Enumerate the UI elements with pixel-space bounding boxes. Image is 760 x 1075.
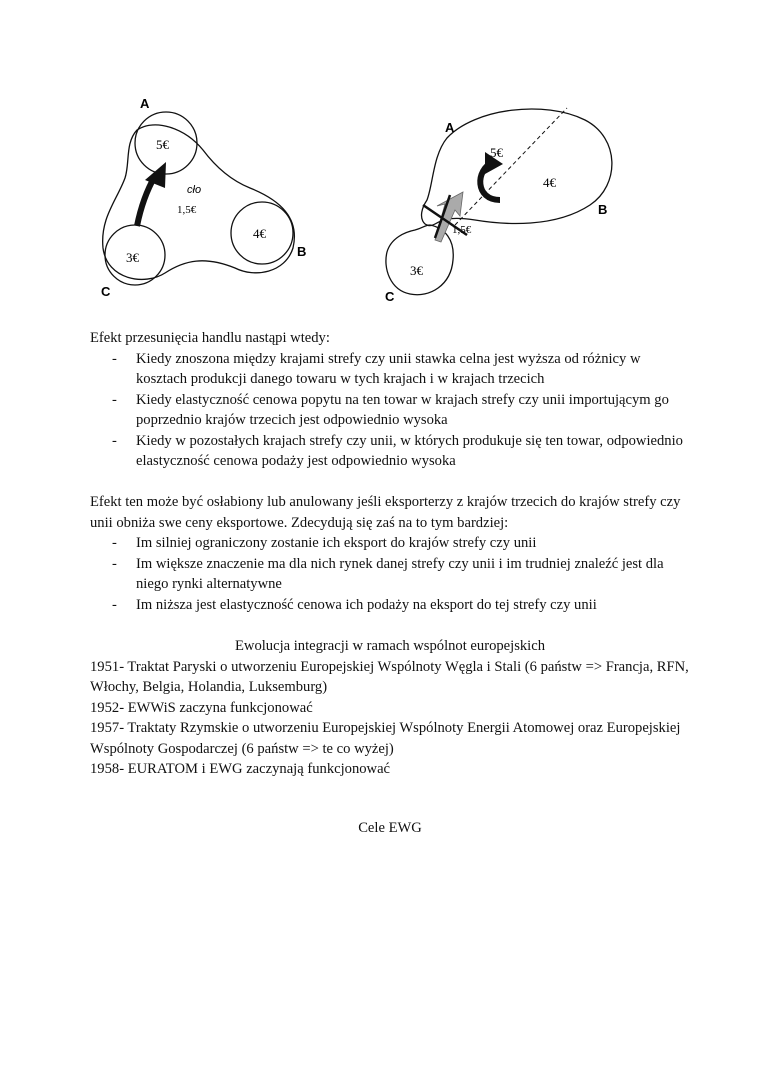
section-integration-evolution [90, 636, 690, 780]
section2-intro: Efekt ten może być osłabiony lub anulowany jeśli eksporterzy z krajów trzecich do krajów strefy czy unii obniża swe ceny eksportowe. Zdecydują się zaś na to tym bardziej: [90, 494, 681, 531]
trade-diversion-diagram [375, 100, 645, 310]
section-trade-diversion [90, 328, 690, 472]
list-item: - Im silniej ograniczony zostanie ich eksport do krajów strefy czy unii [112, 535, 537, 551]
timeline-1951: 1951- Traktat Paryski o utworzeniu Europejskiej Wspólnoty Węgla i Stali (6 państw => Francja, RFN, Włochy, Belgia, Holandia, Luksemburg) [90, 658, 689, 695]
timeline-1957: 1957- Traktaty Rzymskie o utworzeniu Europejskiej Wspólnoty Energii Atomowej oraz Europejskiej Wspólnoty Gospodarczej (6 państw => te co wyżej) [90, 720, 681, 757]
list-item: - Kiedy elastyczność cenowa popytu na ten towar w krajach strefy czy unii importującym go poprzednio krajów trzecich jest odpowiednio wysoka [112, 391, 669, 428]
customs-union-diagram [85, 88, 325, 303]
price-c: 3€ [410, 263, 423, 278]
label-a: A [140, 96, 150, 111]
section-ewg-goals [90, 818, 690, 839]
label-c: C [101, 284, 111, 299]
trade-arrow [137, 176, 155, 226]
section3-title: Ewolucja integracji w ramach wspólnot europejskich [234, 638, 546, 654]
dashed-divider [455, 108, 567, 225]
section1-intro: Efekt przesunięcia handlu nastąpi wtedy: [90, 330, 330, 346]
label-a: A [445, 120, 455, 135]
tariff-value: 1,5€ [452, 224, 472, 236]
price-c: 3€ [126, 250, 139, 265]
tariff-value: 1,5€ [177, 204, 197, 216]
timeline-1952: 1952- EWWiS zaczyna funkcjonować [90, 699, 313, 716]
label-c: C [385, 289, 395, 304]
price-b: 4€ [543, 175, 556, 190]
section4-title: Cele EWG [358, 820, 422, 836]
list-item: - Im większe znaczenie ma dla nich rynek danej strefy czy unii i im trudniej znaleźć jest dla niego rynki alternatywne [112, 555, 664, 592]
list-item: - Kiedy znoszona między krajami strefy czy unii stawka celna jest wyższa od różnicy w kosztach produkcji danego towaru w tych krajach i w krajach trzecich [112, 350, 641, 387]
tariff-label: cło [187, 184, 202, 196]
price-a: 5€ [490, 145, 503, 160]
label-b: B [598, 202, 608, 217]
price-a: 5€ [156, 137, 169, 152]
list-item: - Kiedy w pozostałych krajach strefy czy unii, w których produkuje się ten towar, odpowiednio elastyczność cenowa podaży jest odpowiednio wysoka [112, 432, 683, 469]
timeline-1958: 1958- EURATOM i EWG zaczynają funkcjonować [90, 761, 391, 777]
section2-list [90, 533, 690, 615]
list-item: - Im niższa jest elastyczność cenowa ich podaży na eksport do tej strefy czy unii [112, 596, 597, 613]
label-b: B [297, 244, 307, 259]
price-b: 4€ [253, 226, 266, 241]
section1-list [90, 349, 690, 472]
section-weakening-effect [90, 492, 690, 615]
